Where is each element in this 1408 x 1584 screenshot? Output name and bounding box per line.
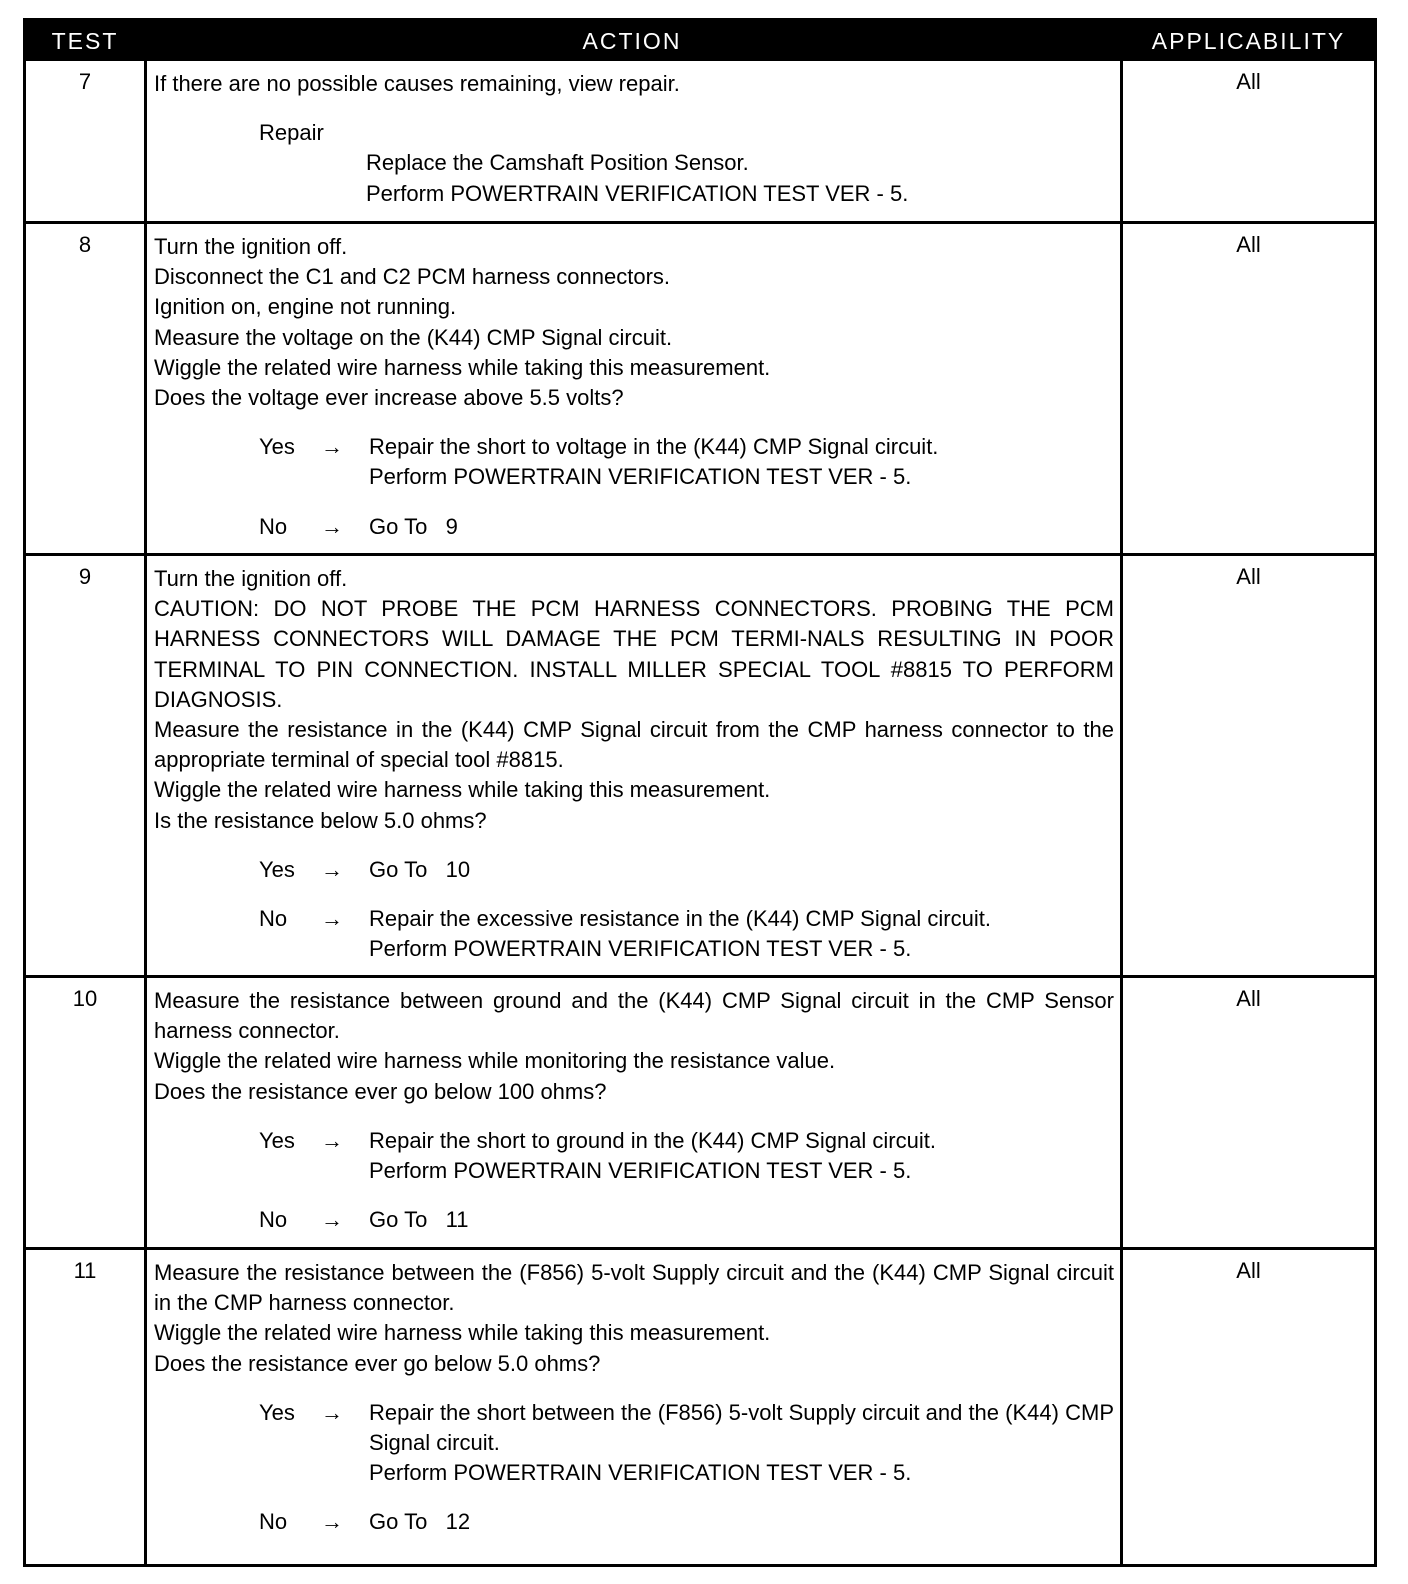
outcome-line: Perform POWERTRAIN VERIFICATION TEST VER - 5.: [369, 936, 912, 962]
yes-outcome: [154, 1398, 1114, 1489]
repair-label: Repair: [259, 120, 324, 146]
action-line: Does the voltage ever increase above 5.5 volts?: [154, 385, 624, 411]
applicability: All: [1236, 564, 1261, 589]
applicability: All: [1236, 1258, 1261, 1283]
no-label: No: [259, 1509, 288, 1535]
table-row: [26, 1250, 1374, 1564]
goto-link[interactable]: Go To 11: [369, 1207, 469, 1233]
outcome-line: Perform POWERTRAIN VERIFICATION TEST VER - 5.: [369, 464, 912, 490]
arrow-icon: →: [321, 513, 343, 539]
applicability: All: [1236, 69, 1261, 94]
action-line: Ignition on, engine not running.: [154, 294, 457, 320]
caution-text: CAUTION: DO NOT PROBE THE PCM HARNESS CONNECTORS. PROBING THE PCM HARNESS CONNECTORS WILL DAMAGE THE PCM TERMI-NALS RESULTING IN POOR TERMINAL TO PIN CONNECTION. INSTALL MILLER SPECIAL TOOL #8815 TO PERFORM DIAGNOSIS.: [154, 596, 1114, 712]
arrow-icon: →: [321, 1509, 343, 1535]
repair-line: Replace the Camshaft Position Sensor.: [366, 150, 749, 176]
arrow-icon: →: [321, 434, 343, 460]
outcome-line: Repair the short to ground in the (K44) CMP Signal circuit.: [369, 1127, 936, 1153]
test-number: 9: [78, 564, 92, 589]
action-line: Is the resistance below 5.0 ohms?: [154, 807, 487, 833]
outcome-line: Perform POWERTRAIN VERIFICATION TEST VER - 5.: [369, 1158, 912, 1184]
no-label: No: [259, 1207, 288, 1233]
outcome-line: Repair the short to voltage in the (K44) CMP Signal circuit.: [369, 434, 939, 460]
applicability: All: [1236, 232, 1261, 257]
outcome-line: Repair the excessive resistance in the (K44) CMP Signal circuit.: [369, 906, 991, 932]
diagnostic-table: [23, 18, 1377, 1567]
goto-link[interactable]: Go To 12: [369, 1509, 471, 1535]
yes-label: Yes: [259, 1399, 295, 1425]
goto-link[interactable]: Go To 10: [369, 856, 471, 882]
action-cell: [154, 564, 1114, 964]
table-row: [26, 61, 1374, 224]
action-cell: [154, 986, 1114, 1235]
arrow-icon: →: [321, 1207, 343, 1233]
repair-line: Perform POWERTRAIN VERIFICATION TEST VER - 5.: [366, 180, 909, 206]
yes-label: Yes: [259, 434, 295, 460]
yes-label: Yes: [259, 856, 295, 882]
outcome-paragraph: Repair the short between the (F856) 5-volt Supply circuit and the (K44) CMP Signal circuit.: [369, 1399, 1114, 1456]
arrow-icon: →: [321, 906, 343, 932]
test-number: 11: [73, 1258, 97, 1283]
no-outcome: [154, 904, 1114, 964]
action-line: Measure the voltage on the (K44) CMP Signal circuit.: [154, 324, 673, 350]
test-number: 8: [78, 232, 92, 257]
no-outcome: [154, 512, 1114, 542]
action-paragraph: Measure the resistance between ground and the (K44) CMP Signal circuit in the CMP Sensor harness connector.: [154, 988, 1114, 1044]
no-label: No: [259, 513, 288, 539]
action-cell: [154, 69, 1114, 209]
header-action: ACTION: [582, 28, 682, 54]
applicability: All: [1236, 986, 1261, 1011]
action-cell: [154, 1258, 1114, 1538]
action-line: Wiggle the related wire harness while monitoring the resistance value.: [154, 1048, 836, 1074]
action-paragraph: Measure the resistance between the (F856) 5-volt Supply circuit and the (K44) CMP Signal circuit in the CMP harness connector.: [154, 1260, 1114, 1316]
action-line: Wiggle the related wire harness while taking this measurement.: [154, 777, 771, 803]
action-line: Does the resistance ever go below 100 ohms?: [154, 1078, 607, 1104]
yes-outcome: [154, 1126, 1114, 1186]
action-line: Disconnect the C1 and C2 PCM harness connectors.: [154, 264, 671, 290]
outcome-line: Perform POWERTRAIN VERIFICATION TEST VER - 5.: [369, 1460, 912, 1486]
no-outcome: [154, 1205, 1114, 1235]
arrow-icon: →: [321, 856, 343, 882]
action-cell: [154, 232, 1114, 542]
table-row: [26, 556, 1374, 978]
test-number: 7: [78, 69, 92, 94]
goto-link[interactable]: Go To 9: [369, 513, 458, 539]
arrow-icon: →: [321, 1127, 343, 1153]
action-line: If there are no possible causes remaining, view repair.: [154, 71, 680, 96]
action-line: Turn the ignition off.: [154, 234, 348, 259]
arrow-icon: →: [321, 1399, 343, 1425]
no-label: No: [259, 906, 288, 932]
action-line: Wiggle the related wire harness while taking this measurement.: [154, 1320, 771, 1346]
action-line: Does the resistance ever go below 5.0 ohms?: [154, 1350, 601, 1376]
yes-outcome: [154, 855, 1114, 885]
yes-outcome: [154, 432, 1114, 492]
action-line: Turn the ignition off.: [154, 566, 348, 591]
table-row: [26, 978, 1374, 1250]
action-paragraph: Measure the resistance in the (K44) CMP Signal circuit from the CMP harness connector to the appropriate terminal of special tool #8815.: [154, 717, 1114, 773]
no-outcome: [154, 1507, 1114, 1537]
header-test: TEST: [51, 28, 119, 54]
table-row: [26, 224, 1374, 556]
yes-label: Yes: [259, 1127, 295, 1153]
table-header: [26, 21, 1374, 61]
test-number: 10: [72, 986, 98, 1011]
action-line: Wiggle the related wire harness while taking this measurement.: [154, 354, 771, 380]
header-applicability: APPLICABILITY: [1151, 28, 1346, 54]
